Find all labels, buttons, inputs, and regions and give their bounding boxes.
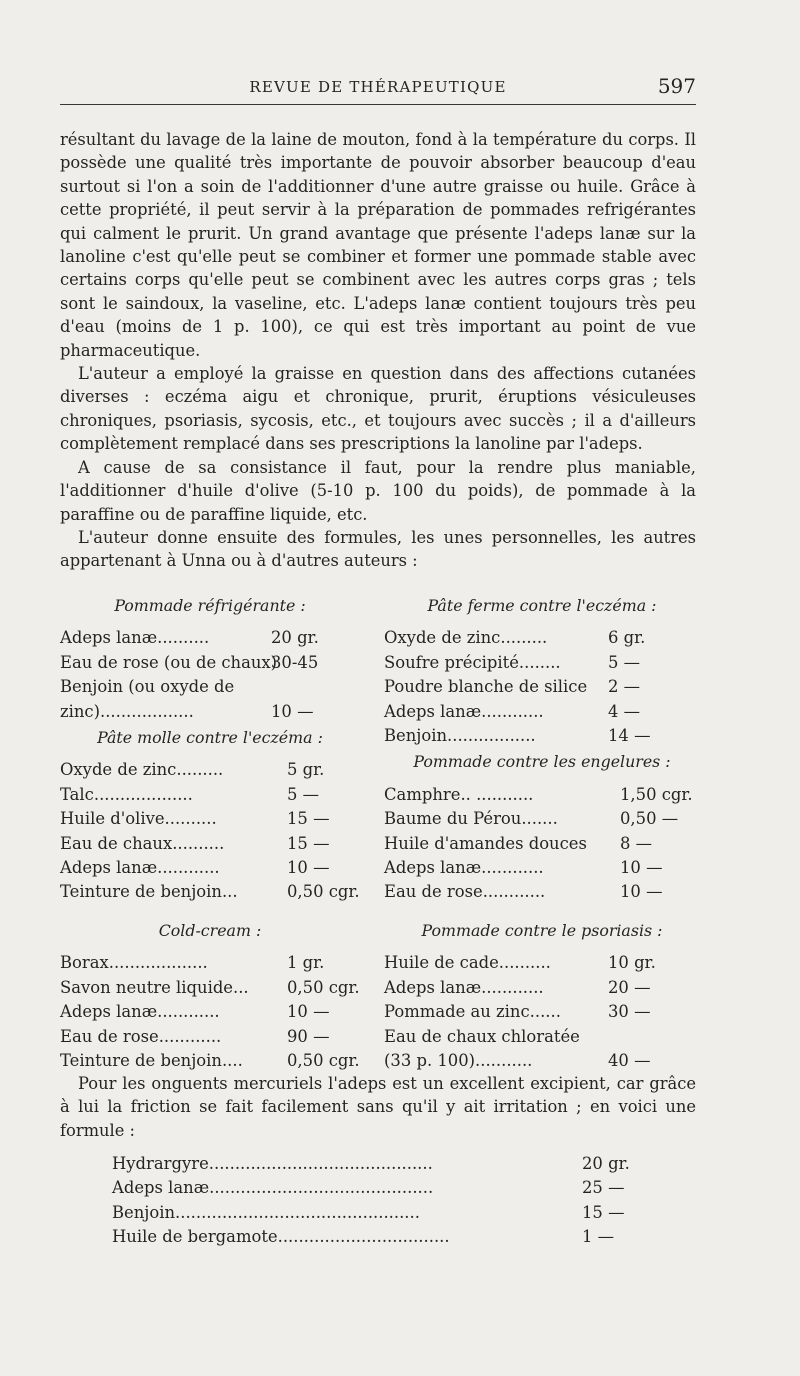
ingredient-row xyxy=(60,880,360,904)
ingredient-name: Savon neutre liquide... xyxy=(60,977,249,997)
ingredient-amount: 10 gr. xyxy=(608,953,656,973)
ingredient-row xyxy=(384,724,700,748)
ingredient-amount: 20 — xyxy=(608,977,651,997)
ingredient-name: Adeps lanæ.......... xyxy=(60,628,210,648)
ingredient-row xyxy=(60,951,360,975)
ingredient-row xyxy=(112,1176,652,1200)
ingredient-name: Pommade au zinc...... xyxy=(384,1002,561,1022)
formulas-right-column xyxy=(384,594,700,1073)
ingredient-amount: 30 — xyxy=(608,1002,651,1022)
ingredient-name: zinc).................. xyxy=(60,701,194,721)
formula-title: Pommade contre le psoriasis : xyxy=(421,920,663,940)
ingredient-name: Adeps lanæ............ xyxy=(384,701,544,721)
ingredient-row xyxy=(60,783,360,807)
ingredient-amount: 40 — xyxy=(608,1050,651,1070)
ingredient-amount: 0,50 cgr. xyxy=(287,882,360,902)
ingredient-name: Adeps lanæ............ xyxy=(60,1002,220,1022)
paragraph: A cause de sa consistance il faut, pour la rendre plus maniable, l'additionner d'huile d'olive (5-10 p. 100 du poids), de pommade à la paraffine ou de paraffine liquide, etc. xyxy=(60,457,696,524)
ingredient-name: Teinture de benjoin... xyxy=(60,882,238,902)
ingredient-row xyxy=(60,856,360,880)
ingredient-row xyxy=(112,1201,652,1225)
ingredient-name: Huile de cade.......... xyxy=(384,953,551,973)
ingredient-amount: 5 — xyxy=(287,784,320,804)
ingredient-amount: 10 — xyxy=(620,882,663,902)
formula-list xyxy=(60,758,360,904)
ingredient-row xyxy=(60,626,360,650)
ingredient-amount: 25 — xyxy=(582,1178,625,1198)
ingredient-row xyxy=(60,832,360,856)
ingredient-name: Benjoin................. xyxy=(384,726,536,746)
ingredient-amount: 4 — xyxy=(608,701,641,721)
ingredient-row xyxy=(384,626,700,650)
ingredient-name: Huile de bergamote................................. xyxy=(112,1227,450,1247)
ingredient-amount: 20 gr. xyxy=(582,1154,630,1173)
ingredient-name: Camphre.. ........... xyxy=(384,784,534,804)
ingredient-row xyxy=(384,951,700,975)
ingredient-amount: 0,50 cgr. xyxy=(287,1050,360,1070)
ingredient-amount: 8 — xyxy=(620,833,653,853)
ingredient-amount: 5 — xyxy=(608,652,641,672)
page-number: 597 xyxy=(657,74,696,98)
ingredient-row xyxy=(384,783,700,807)
ingredient-row xyxy=(384,700,700,724)
ingredient-name: Adeps lanæ............ xyxy=(384,977,544,997)
ingredient-name: Baume du Pérou....... xyxy=(384,809,558,829)
ingredient-name: Soufre précipité........ xyxy=(384,652,561,672)
formulas-left-column xyxy=(60,594,360,1073)
ingredient-row xyxy=(112,1225,652,1249)
ingredient-amount: 10 — xyxy=(287,1002,330,1022)
ingredient-row xyxy=(60,675,360,699)
ingredient-name: (33 p. 100)........... xyxy=(384,1050,533,1070)
ingredient-row xyxy=(384,1000,700,1024)
formula-title: Pâte ferme contre l'eczéma : xyxy=(427,596,657,615)
ingredient-row xyxy=(384,675,700,699)
ingredient-amount: 10 — xyxy=(271,701,314,721)
ingredient-amount: 30-45 xyxy=(271,652,319,672)
paragraph: résultant du lavage de la laine de mouton, fond à la température du corps. Il possède une qualité très importante de pouvoir absorber beaucoup d'eau surtout si l'on a soin de l'additionner d'une autre graisse ou huile. Grâce à cette propriété, il peut servir à la préparation de pommades refrigérantes qui calment le prurit. Un grand avantage que présente l'adeps lanæ sur la lanoline c'est qu'elle peut se combiner et former une pommade stable avec certains corps qu'elle peut se combinent avec les autres corps gras ; tels sont le saindoux, la vaseline, etc. L'adeps lanæ contient toujours très peu d'eau (moins de 1 p. 100), ce qui est très important au point de vue pharmaceutique. xyxy=(60,130,696,360)
closing-paragraph xyxy=(60,1072,696,1142)
ingredient-row xyxy=(384,651,700,675)
header-rule xyxy=(60,104,696,105)
running-header xyxy=(60,74,696,104)
ingredient-amount: 0,50 cgr. xyxy=(287,977,360,997)
ingredient-name: Talc................... xyxy=(60,784,193,804)
ingredient-amount: 14 — xyxy=(608,726,651,746)
ingredient-row xyxy=(60,1025,360,1049)
ingredient-row xyxy=(384,807,700,831)
ingredient-amount: 10 — xyxy=(287,858,330,878)
journal-title: REVUE DE THÉRAPEUTIQUE xyxy=(249,78,507,96)
ingredient-row xyxy=(384,1049,700,1073)
ingredient-name: Teinture de benjoin.... xyxy=(60,1050,243,1070)
ingredient-amount: 90 — xyxy=(287,1026,330,1046)
paragraph: L'auteur a employé la graisse en question dans des affections cutanées diverses : eczéma aigu et chronique, prurit, éruptions vésiculeuses chroniques, psoriasis, sycosis, etc., et toujours avec succès ; il a d'ailleurs complètement remplacé dans ses prescriptions la lanoline par l'adeps. xyxy=(60,364,696,454)
ingredient-amount: 15 — xyxy=(287,809,330,829)
ingredient-name: Oxyde de zinc......... xyxy=(384,628,548,648)
ingredient-amount: 1,50 cgr. xyxy=(620,784,693,804)
ingredient-row xyxy=(60,1000,360,1024)
ingredient-row xyxy=(60,1049,360,1073)
body-text xyxy=(60,128,696,573)
formula-title: Cold-cream : xyxy=(158,920,262,940)
ingredient-row xyxy=(60,758,360,782)
ingredient-row xyxy=(384,832,700,856)
formula-title: Pommade réfrigérante : xyxy=(114,596,306,615)
ingredient-amount: 15 — xyxy=(582,1202,625,1222)
ingredient-amount: 10 — xyxy=(620,858,663,878)
paragraph: L'auteur donne ensuite des formules, les unes personnelles, les autres appartenant à Unna ou à d'autres auteurs : xyxy=(60,527,696,571)
ingredient-name: Adeps lanæ............ xyxy=(60,858,220,878)
formula-list xyxy=(112,1152,652,1250)
paragraph: Pour les onguents mercuriels l'adeps est un excellent excipient, car grâce à lui la friction se fait facilement sans qu'il y ait irritation ; en voici une formule : xyxy=(60,1074,696,1140)
ingredient-amount: 6 gr. xyxy=(608,628,646,648)
ingredient-row xyxy=(384,880,700,904)
ingredient-name: Benjoin (ou oxyde de xyxy=(60,677,235,697)
ingredient-name: Eau de chaux.......... xyxy=(60,833,225,853)
ingredient-amount: 2 — xyxy=(608,677,641,697)
ingredient-name: Oxyde de zinc......... xyxy=(60,760,224,780)
ingredient-name: Borax................... xyxy=(60,953,208,973)
formula-list xyxy=(384,783,700,905)
ingredient-row xyxy=(60,700,360,724)
ingredient-row xyxy=(60,976,360,1000)
ingredient-row xyxy=(112,1152,652,1176)
ingredient-row xyxy=(384,1025,700,1049)
formula-title: Pommade contre les engelures : xyxy=(413,752,671,772)
ingredient-amount: 20 gr. xyxy=(271,628,319,648)
formula-list xyxy=(384,951,700,1073)
ingredient-name: Hydrargyre........................................... xyxy=(112,1154,433,1173)
formula-title: Pâte molle contre l'eczéma : xyxy=(97,728,323,748)
ingredient-name: Adeps lanæ............ xyxy=(384,858,544,878)
ingredient-amount: 5 gr. xyxy=(287,760,325,780)
formula-list xyxy=(384,626,700,748)
ingredient-name: Eau de rose (ou de chaux) xyxy=(60,652,278,672)
final-formula xyxy=(112,1152,652,1250)
ingredient-name: Eau de chaux chloratée xyxy=(384,1026,580,1046)
ingredient-name: Eau de rose............ xyxy=(60,1026,222,1046)
ingredient-name: Huile d'olive.......... xyxy=(60,809,217,829)
ingredient-amount: 1 gr. xyxy=(287,953,325,973)
ingredient-name: Adeps lanæ........................................... xyxy=(112,1178,434,1198)
ingredient-row xyxy=(60,651,360,675)
ingredient-name: Huile d'amandes douces xyxy=(384,833,587,853)
ingredient-name: Eau de rose............ xyxy=(384,882,546,902)
formula-list xyxy=(60,951,360,1073)
ingredient-amount: 15 — xyxy=(287,833,330,853)
ingredient-name: Poudre blanche de silice xyxy=(384,677,588,697)
ingredient-row xyxy=(384,856,700,880)
formula-list xyxy=(60,626,360,724)
ingredient-amount: 0,50 — xyxy=(620,809,679,829)
ingredient-row xyxy=(60,807,360,831)
ingredient-amount: 1 — xyxy=(582,1227,615,1247)
ingredient-name: Benjoin............................................... xyxy=(112,1202,420,1222)
ingredient-row xyxy=(384,976,700,1000)
